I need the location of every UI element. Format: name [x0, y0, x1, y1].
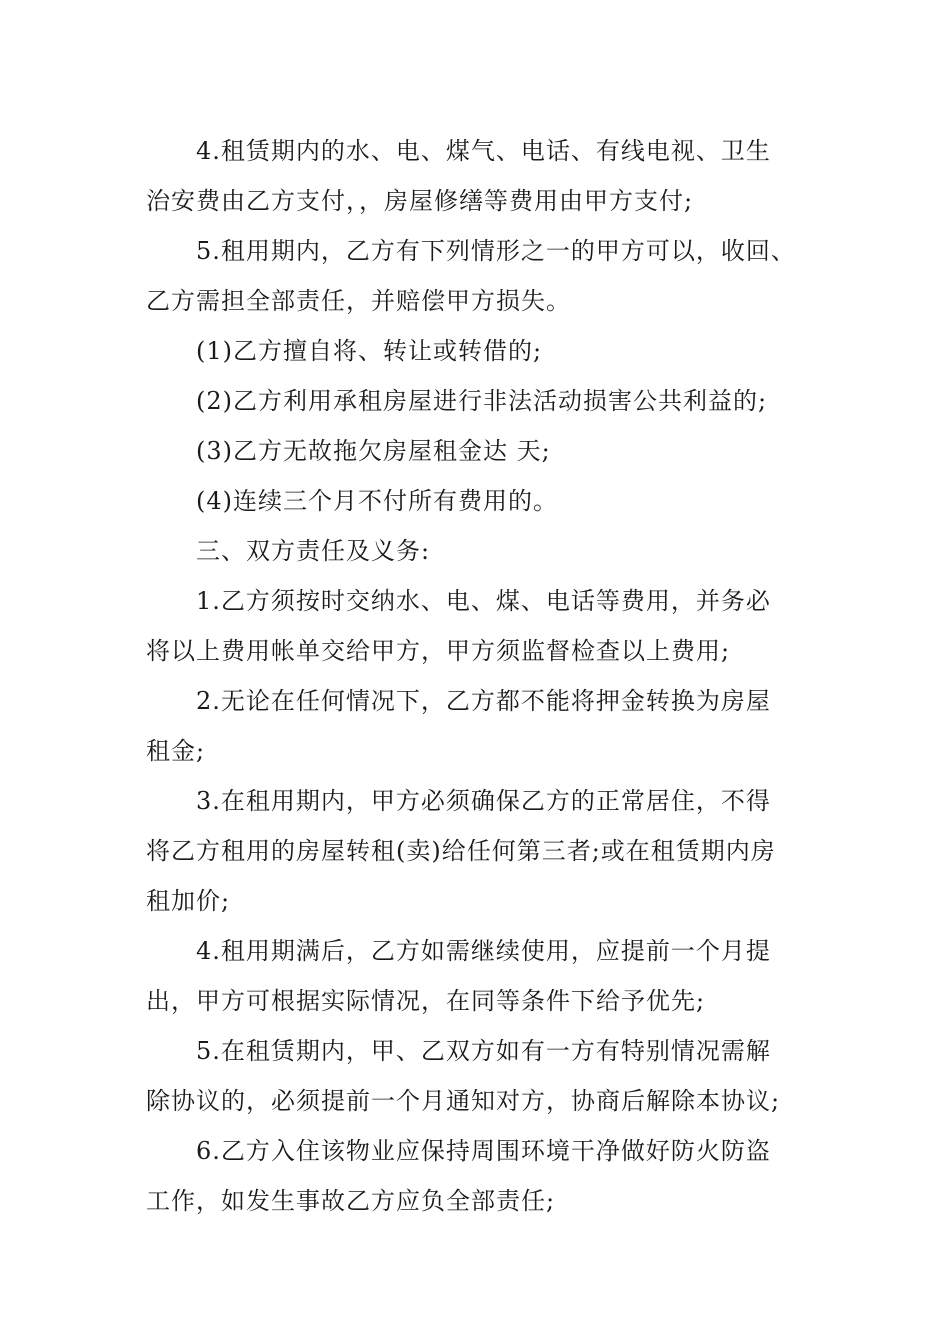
paragraph-line: 除协议的，必须提前一个月通知对方，协商后解除本协议; — [146, 1087, 781, 1115]
paragraph-line: 乙方需担全部责任，并赔偿甲方损失。 — [146, 287, 571, 315]
paragraph-line: 3.在租用期内，甲方必须确保乙方的正常居住，不得 — [196, 787, 771, 815]
paragraph-line: 2.无论在任何情况下，乙方都不能将押金转换为房屋 — [196, 687, 771, 715]
paragraph-line: 治安费由乙方支付，，房屋修缮等费用由甲方支付; — [146, 187, 694, 215]
paragraph-line: 工作，如发生事故乙方应负全部责任; — [146, 1187, 556, 1215]
paragraph-line: 5.租用期内，乙方有下列情形之一的甲方可以，收回、 — [196, 237, 796, 265]
paragraph-line: 租加价; — [146, 887, 231, 915]
paragraph-line: 5.在租赁期内，甲、乙双方如有一方有特别情况需解 — [196, 1037, 771, 1065]
section-heading: 三、双方责任及义务: — [196, 537, 431, 565]
paragraph-line: 将以上费用帐单交给甲方，甲方须监督检查以上费用; — [146, 637, 731, 665]
list-item: (2)乙方利用承租房屋进行非法活动损害公共利益的; — [196, 387, 768, 415]
paragraph-line: 1.乙方须按时交纳水、电、煤、电话等费用，并务必 — [196, 587, 771, 615]
list-item: (3)乙方无故拖欠房屋租金达 天; — [196, 437, 551, 465]
list-item: (1)乙方擅自将、转让或转借的; — [196, 337, 543, 365]
paragraph-line: 4.租赁期内的水、电、煤气、电话、有线电视、卫生 — [196, 137, 771, 165]
paragraph-line: 出，甲方可根据实际情况，在同等条件下给予优先; — [146, 987, 706, 1015]
paragraph-line: 将乙方租用的房屋转租(卖)给任何第三者;或在租赁期内房 — [146, 837, 776, 865]
paragraph-line: 6.乙方入住该物业应保持周围环境干净做好防火防盗 — [196, 1137, 771, 1165]
list-item: (4)连续三个月不付所有费用的。 — [196, 487, 558, 515]
paragraph-line: 4.租用期满后，乙方如需继续使用，应提前一个月提 — [196, 937, 771, 965]
paragraph-line: 租金; — [146, 737, 206, 765]
